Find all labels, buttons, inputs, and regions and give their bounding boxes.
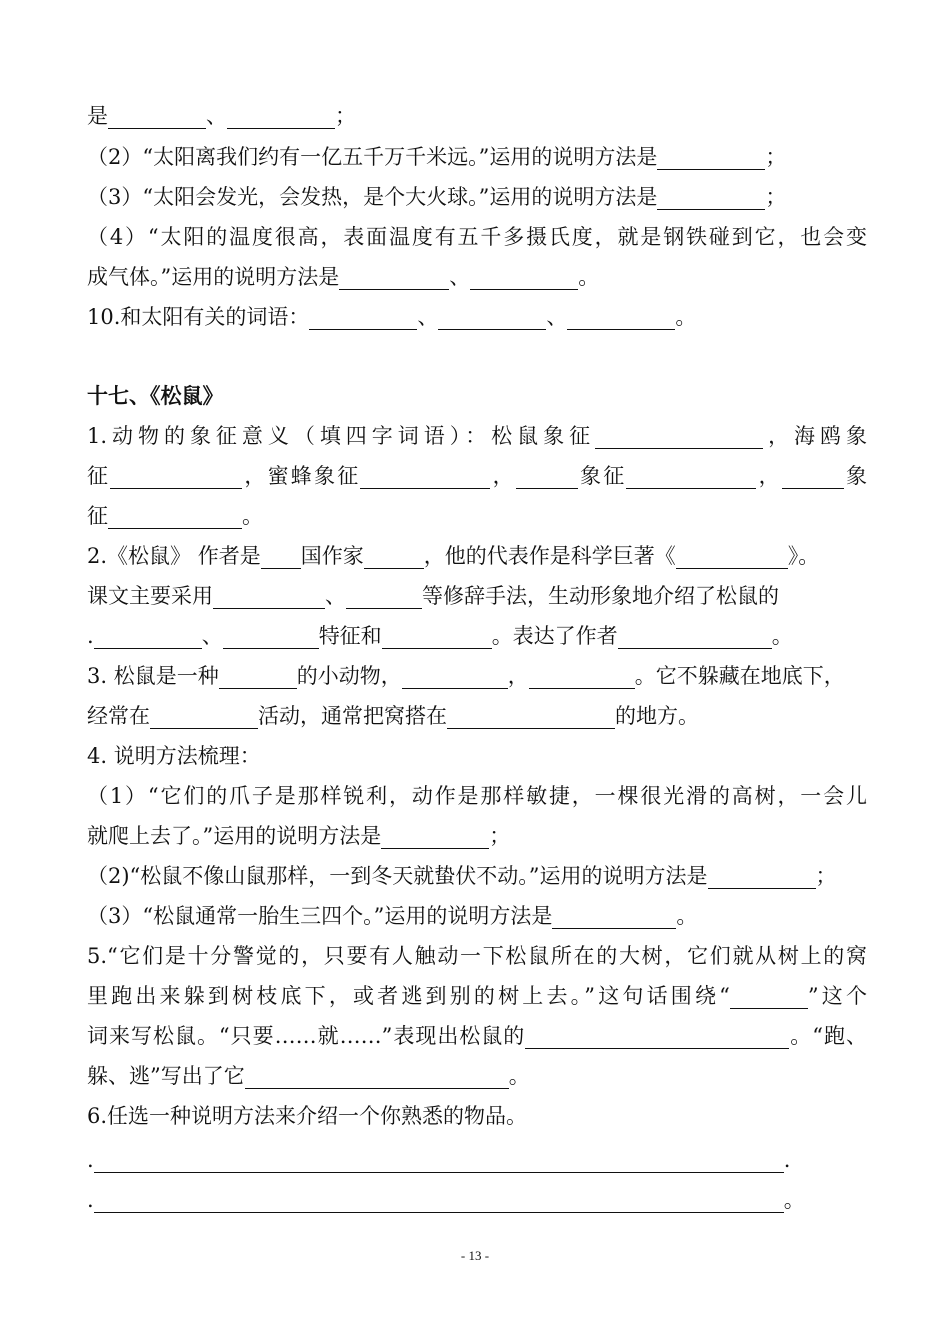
line-q1-a: 1.动物的象征意义（填四字词语）：松鼠象征 ，海鸥象 [87, 424, 868, 448]
line-q1-c: 征 。 [87, 504, 263, 528]
blank[interactable] [782, 462, 844, 489]
blank[interactable] [567, 303, 675, 330]
blank[interactable] [708, 862, 816, 889]
line-q4-1: （1）“它们的爪子是那样锐利，动作是那样敏捷，一棵很光滑的高树，一会儿 [87, 784, 867, 808]
blank[interactable] [595, 422, 763, 449]
line-q9-3: （3）“太阳会发光，会发热，是个大火球。”运用的说明方法是 ； [87, 185, 787, 209]
blank[interactable] [516, 462, 578, 489]
blank[interactable] [676, 542, 788, 569]
blank[interactable] [94, 1186, 784, 1213]
blank[interactable] [470, 263, 578, 290]
line-q1-b: 征 ，蜜蜂象征 ， 象征 ， 象 [87, 464, 868, 488]
answer-line-1: . . [87, 1148, 791, 1172]
blank[interactable] [552, 902, 676, 929]
blank[interactable] [730, 982, 808, 1009]
blank[interactable] [447, 702, 615, 729]
line-q5-a: 5.“它们是十分警觉的，只要有人触动一下松鼠所在的大树，它们就从树上的窝 [87, 944, 867, 968]
blank[interactable] [245, 1062, 509, 1089]
blank[interactable] [657, 143, 765, 170]
blank[interactable] [382, 622, 492, 649]
blank[interactable] [402, 662, 508, 689]
blank[interactable] [618, 622, 772, 649]
line-q9-2: （2）“太阳离我们约有一亿五千万千米远。”运用的说明方法是 ； [87, 145, 787, 169]
line-q3-a: 3. 松鼠是一种 的小动物， ， 。它不躲藏在地底下， [87, 664, 845, 688]
blank[interactable] [223, 622, 319, 649]
answer-line-2: . 。 [87, 1188, 805, 1212]
line-q4: 4. 说明方法梳理： [87, 744, 261, 768]
line-q2-a: 2.《松鼠》 作者是 国作家 ，他的代表作是科学巨著《 》。 [87, 544, 820, 568]
line-q4-1-cont: 就爬上去了。”运用的说明方法是 ； [87, 824, 511, 848]
line-q6: 6.任选一种说明方法来介绍一个你熟悉的物品。 [87, 1104, 528, 1128]
blank[interactable] [346, 582, 422, 609]
line-q9-4: （4）“太阳的温度很高，表面温度有五千多摄氏度，就是钢铁碰到它，也会变 [87, 225, 867, 249]
blank[interactable] [94, 1146, 784, 1173]
line-q3-b: 经常在 活动，通常把窝搭在 的地方。 [87, 704, 699, 728]
line-q2-c: . 、 特征和 。表达了作者 。 [87, 624, 793, 648]
line-q10: 10.和太阳有关的词语： 、 、 。 [87, 305, 697, 329]
blank[interactable] [364, 542, 424, 569]
blank[interactable] [213, 582, 325, 609]
blank[interactable] [150, 702, 258, 729]
blank[interactable] [227, 102, 335, 129]
blank[interactable] [261, 542, 301, 569]
line-q5-b: 里跑出来躲到树枝底下，或者逃到别的树上去。”这句话围绕“ ”这个 [87, 984, 867, 1008]
line-q5-c: 词来写松鼠。“只要……就……”表现出松鼠的 。“跑、 [87, 1024, 867, 1048]
blank[interactable] [94, 622, 202, 649]
blank[interactable] [108, 502, 242, 529]
line-q2-b: 课文主要采用 、 等修辞手法，生动形象地介绍了松鼠的 [87, 584, 779, 608]
page-number: - 13 - [460, 1248, 490, 1263]
blank[interactable] [219, 662, 297, 689]
blank[interactable] [339, 263, 449, 290]
blank[interactable] [108, 102, 206, 129]
blank[interactable] [309, 303, 417, 330]
blank[interactable] [525, 1022, 789, 1049]
section-heading: 十七、《松鼠》 [87, 383, 224, 408]
blank[interactable] [438, 303, 546, 330]
blank[interactable] [626, 462, 756, 489]
line-q4-2: （2)“松鼠不像山鼠那样，一到冬天就蛰伏不动。”运用的说明方法是 ； [87, 864, 837, 888]
blank[interactable] [657, 183, 765, 210]
line-q9-4-cont: 成气体。”运用的说明方法是 、 。 [87, 265, 600, 289]
blank[interactable] [110, 462, 242, 489]
blank[interactable] [381, 822, 489, 849]
line-q5-d: 躲、逃”写出了它 。 [87, 1064, 530, 1088]
line-q4-3: （3）“松鼠通常一胎生三四个。”运用的说明方法是 。 [87, 904, 698, 928]
blank[interactable] [529, 662, 635, 689]
line-q9-answer-tail: 是 、 ； [87, 104, 356, 128]
blank[interactable] [360, 462, 490, 489]
